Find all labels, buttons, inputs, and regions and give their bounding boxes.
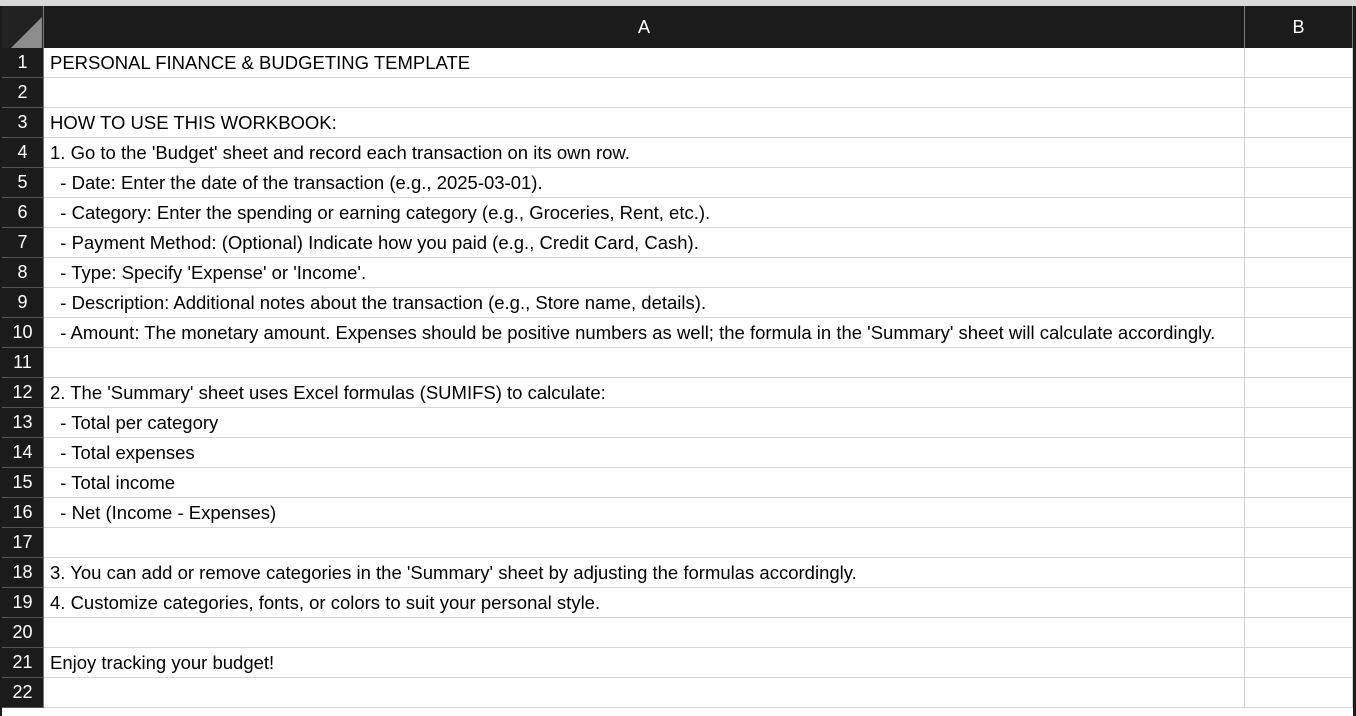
table-row <box>0 408 1353 438</box>
row-header[interactable]: 16 <box>2 498 44 528</box>
row-header[interactable]: 20 <box>2 618 44 648</box>
row-header[interactable]: 12 <box>2 378 44 408</box>
cell-a[interactable]: - Amount: The monetary amount. Expenses should be positive numbers as well; the formula in the 'Summary' sheet will calculate accordingly. <box>44 318 1245 348</box>
table-row <box>0 258 1353 288</box>
row-header[interactable]: 11 <box>2 348 44 378</box>
table-row <box>0 438 1353 468</box>
cell-b[interactable] <box>1245 588 1353 618</box>
cell-a[interactable] <box>44 618 1245 648</box>
table-row <box>0 108 1353 138</box>
cell-b[interactable] <box>1245 678 1353 708</box>
cell-b[interactable] <box>1245 78 1353 108</box>
cell-b[interactable] <box>1245 288 1353 318</box>
table-row <box>0 618 1353 648</box>
column-header-b[interactable]: B <box>1245 6 1353 48</box>
cell-b[interactable] <box>1245 528 1353 558</box>
row-header[interactable]: 4 <box>2 138 44 168</box>
cell-a[interactable]: - Payment Method: (Optional) Indicate how you paid (e.g., Credit Card, Cash). <box>44 228 1245 258</box>
cell-a[interactable]: PERSONAL FINANCE & BUDGETING TEMPLATE <box>44 48 1245 78</box>
row-header[interactable]: 10 <box>2 318 44 348</box>
cell-a[interactable]: Enjoy tracking your budget! <box>44 648 1245 678</box>
table-row <box>0 168 1353 198</box>
table-row <box>0 348 1353 378</box>
row-header[interactable]: 17 <box>2 528 44 558</box>
cell-a[interactable] <box>44 348 1245 378</box>
table-row <box>0 558 1353 588</box>
row-header[interactable]: 14 <box>2 438 44 468</box>
row-header[interactable]: 19 <box>2 588 44 618</box>
row-header[interactable]: 13 <box>2 408 44 438</box>
table-row <box>0 378 1353 408</box>
cell-b[interactable] <box>1245 228 1353 258</box>
cell-a[interactable]: - Total income <box>44 468 1245 498</box>
row-header[interactable]: 3 <box>2 108 44 138</box>
row-header[interactable]: 5 <box>2 168 44 198</box>
table-row <box>0 138 1353 168</box>
row-header[interactable]: 21 <box>2 648 44 678</box>
row-header[interactable]: 18 <box>2 558 44 588</box>
row-header[interactable]: 22 <box>2 678 44 708</box>
table-row <box>0 678 1353 708</box>
cell-b[interactable] <box>1245 648 1353 678</box>
table-row <box>0 78 1353 108</box>
cell-a[interactable]: - Total expenses <box>44 438 1245 468</box>
cell-b[interactable] <box>1245 408 1353 438</box>
table-row <box>0 648 1353 678</box>
cell-a[interactable]: - Description: Additional notes about the transaction (e.g., Store name, details). <box>44 288 1245 318</box>
cell-a[interactable]: HOW TO USE THIS WORKBOOK: <box>44 108 1245 138</box>
cell-a[interactable]: 2. The 'Summary' sheet uses Excel formulas (SUMIFS) to calculate: <box>44 378 1245 408</box>
table-row <box>0 228 1353 258</box>
row-header[interactable]: 8 <box>2 258 44 288</box>
cell-a[interactable]: - Type: Specify 'Expense' or 'Income'. <box>44 258 1245 288</box>
table-row <box>0 588 1353 618</box>
cell-a[interactable] <box>44 678 1245 708</box>
cell-a[interactable]: 1. Go to the 'Budget' sheet and record each transaction on its own row. <box>44 138 1245 168</box>
row-header[interactable]: 9 <box>2 288 44 318</box>
cell-b[interactable] <box>1245 618 1353 648</box>
table-row <box>0 318 1353 348</box>
cell-b[interactable] <box>1245 468 1353 498</box>
cell-b[interactable] <box>1245 108 1353 138</box>
cell-b[interactable] <box>1245 318 1353 348</box>
cell-b[interactable] <box>1245 378 1353 408</box>
cell-b[interactable] <box>1245 438 1353 468</box>
table-row <box>0 288 1353 318</box>
cell-a[interactable]: - Net (Income - Expenses) <box>44 498 1245 528</box>
cell-b[interactable] <box>1245 558 1353 588</box>
cell-b[interactable] <box>1245 138 1353 168</box>
row-header[interactable]: 15 <box>2 468 44 498</box>
select-all-triangle-icon <box>9 17 42 50</box>
cell-b[interactable] <box>1245 168 1353 198</box>
cell-b[interactable] <box>1245 348 1353 378</box>
cell-b[interactable] <box>1245 48 1353 78</box>
table-row <box>0 198 1353 228</box>
select-all-button[interactable] <box>2 6 44 48</box>
row-header[interactable]: 7 <box>2 228 44 258</box>
row-header[interactable]: 6 <box>2 198 44 228</box>
cell-a[interactable]: - Category: Enter the spending or earning category (e.g., Groceries, Rent, etc.). <box>44 198 1245 228</box>
table-row <box>0 528 1353 558</box>
row-header[interactable]: 1 <box>2 48 44 78</box>
table-row <box>0 468 1353 498</box>
table-row <box>0 48 1353 78</box>
cell-a[interactable]: - Total per category <box>44 408 1245 438</box>
row-header[interactable]: 2 <box>2 78 44 108</box>
table-row <box>0 498 1353 528</box>
cell-a[interactable] <box>44 528 1245 558</box>
cell-b[interactable] <box>1245 258 1353 288</box>
cell-a[interactable]: 3. You can add or remove categories in the 'Summary' sheet by adjusting the formulas accordingly. <box>44 558 1245 588</box>
cell-b[interactable] <box>1245 198 1353 228</box>
column-header-a[interactable]: A <box>44 6 1245 48</box>
cell-a[interactable]: 4. Customize categories, fonts, or colors to suit your personal style. <box>44 588 1245 618</box>
cell-a[interactable] <box>44 78 1245 108</box>
cell-a[interactable]: - Date: Enter the date of the transaction (e.g., 2025-03-01). <box>44 168 1245 198</box>
cell-b[interactable] <box>1245 498 1353 528</box>
